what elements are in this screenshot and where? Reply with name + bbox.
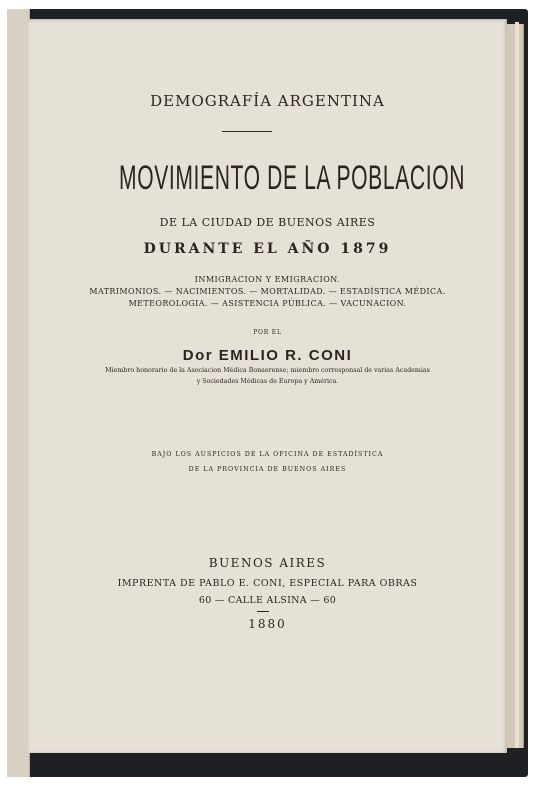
main-title: MOVIMIENTO DE LA POBLACION [119,159,466,197]
auspices-line-1: BAJO LOS AUSPICIOS DE LA OFICINA DE ESTADÍSTICA [151,451,384,458]
page-edges-highlight [515,22,519,748]
subtitle-year: DURANTE EL AÑO 1879 [143,241,392,257]
title-page [28,19,507,753]
imprint-press: IMPRENTA DE PABLO E. CONI, ESPECIAL PARA OBRAS [117,578,418,589]
imprint-year: 1880 [248,617,287,631]
imprint-rule [257,611,269,612]
series-header: DEMOGRAFÍA ARGENTINA [150,92,385,110]
affiliation-line-1: Miembro honorario de la Asociacion Médica Bonaerense; miembro corresponsal de varias Academias [105,367,430,374]
topics-line-3: METEOROLOGIA. — ASISTENCIA PÚBLICA. — VACUNACION. [128,299,407,308]
by-label: POR EL [253,329,282,336]
imprint-city: BUENOS AIRES [208,556,327,570]
header-rule [222,131,272,132]
book-gutter [7,9,30,777]
author-name: Dor EMILIO R. CONI [182,347,353,364]
topics-line-2: MATRIMONIOS. — NACIMIENTOS. — MORTALIDAD. — ESTADÍSTICA MÉDICA. [89,287,446,296]
subtitle-city: DE LA CIUDAD DE BUENOS AIRES [159,216,376,229]
auspices-line-2: DE LA PROVINCIA DE BUENOS AIRES [188,466,347,473]
affiliation-line-2: y Sociedades Médicas de Europa y América. [196,378,339,385]
imprint-address: 60 — CALLE ALSINA — 60 [198,595,337,606]
topics-line-1: INMIGRACION Y EMIGRACION. [194,275,341,284]
